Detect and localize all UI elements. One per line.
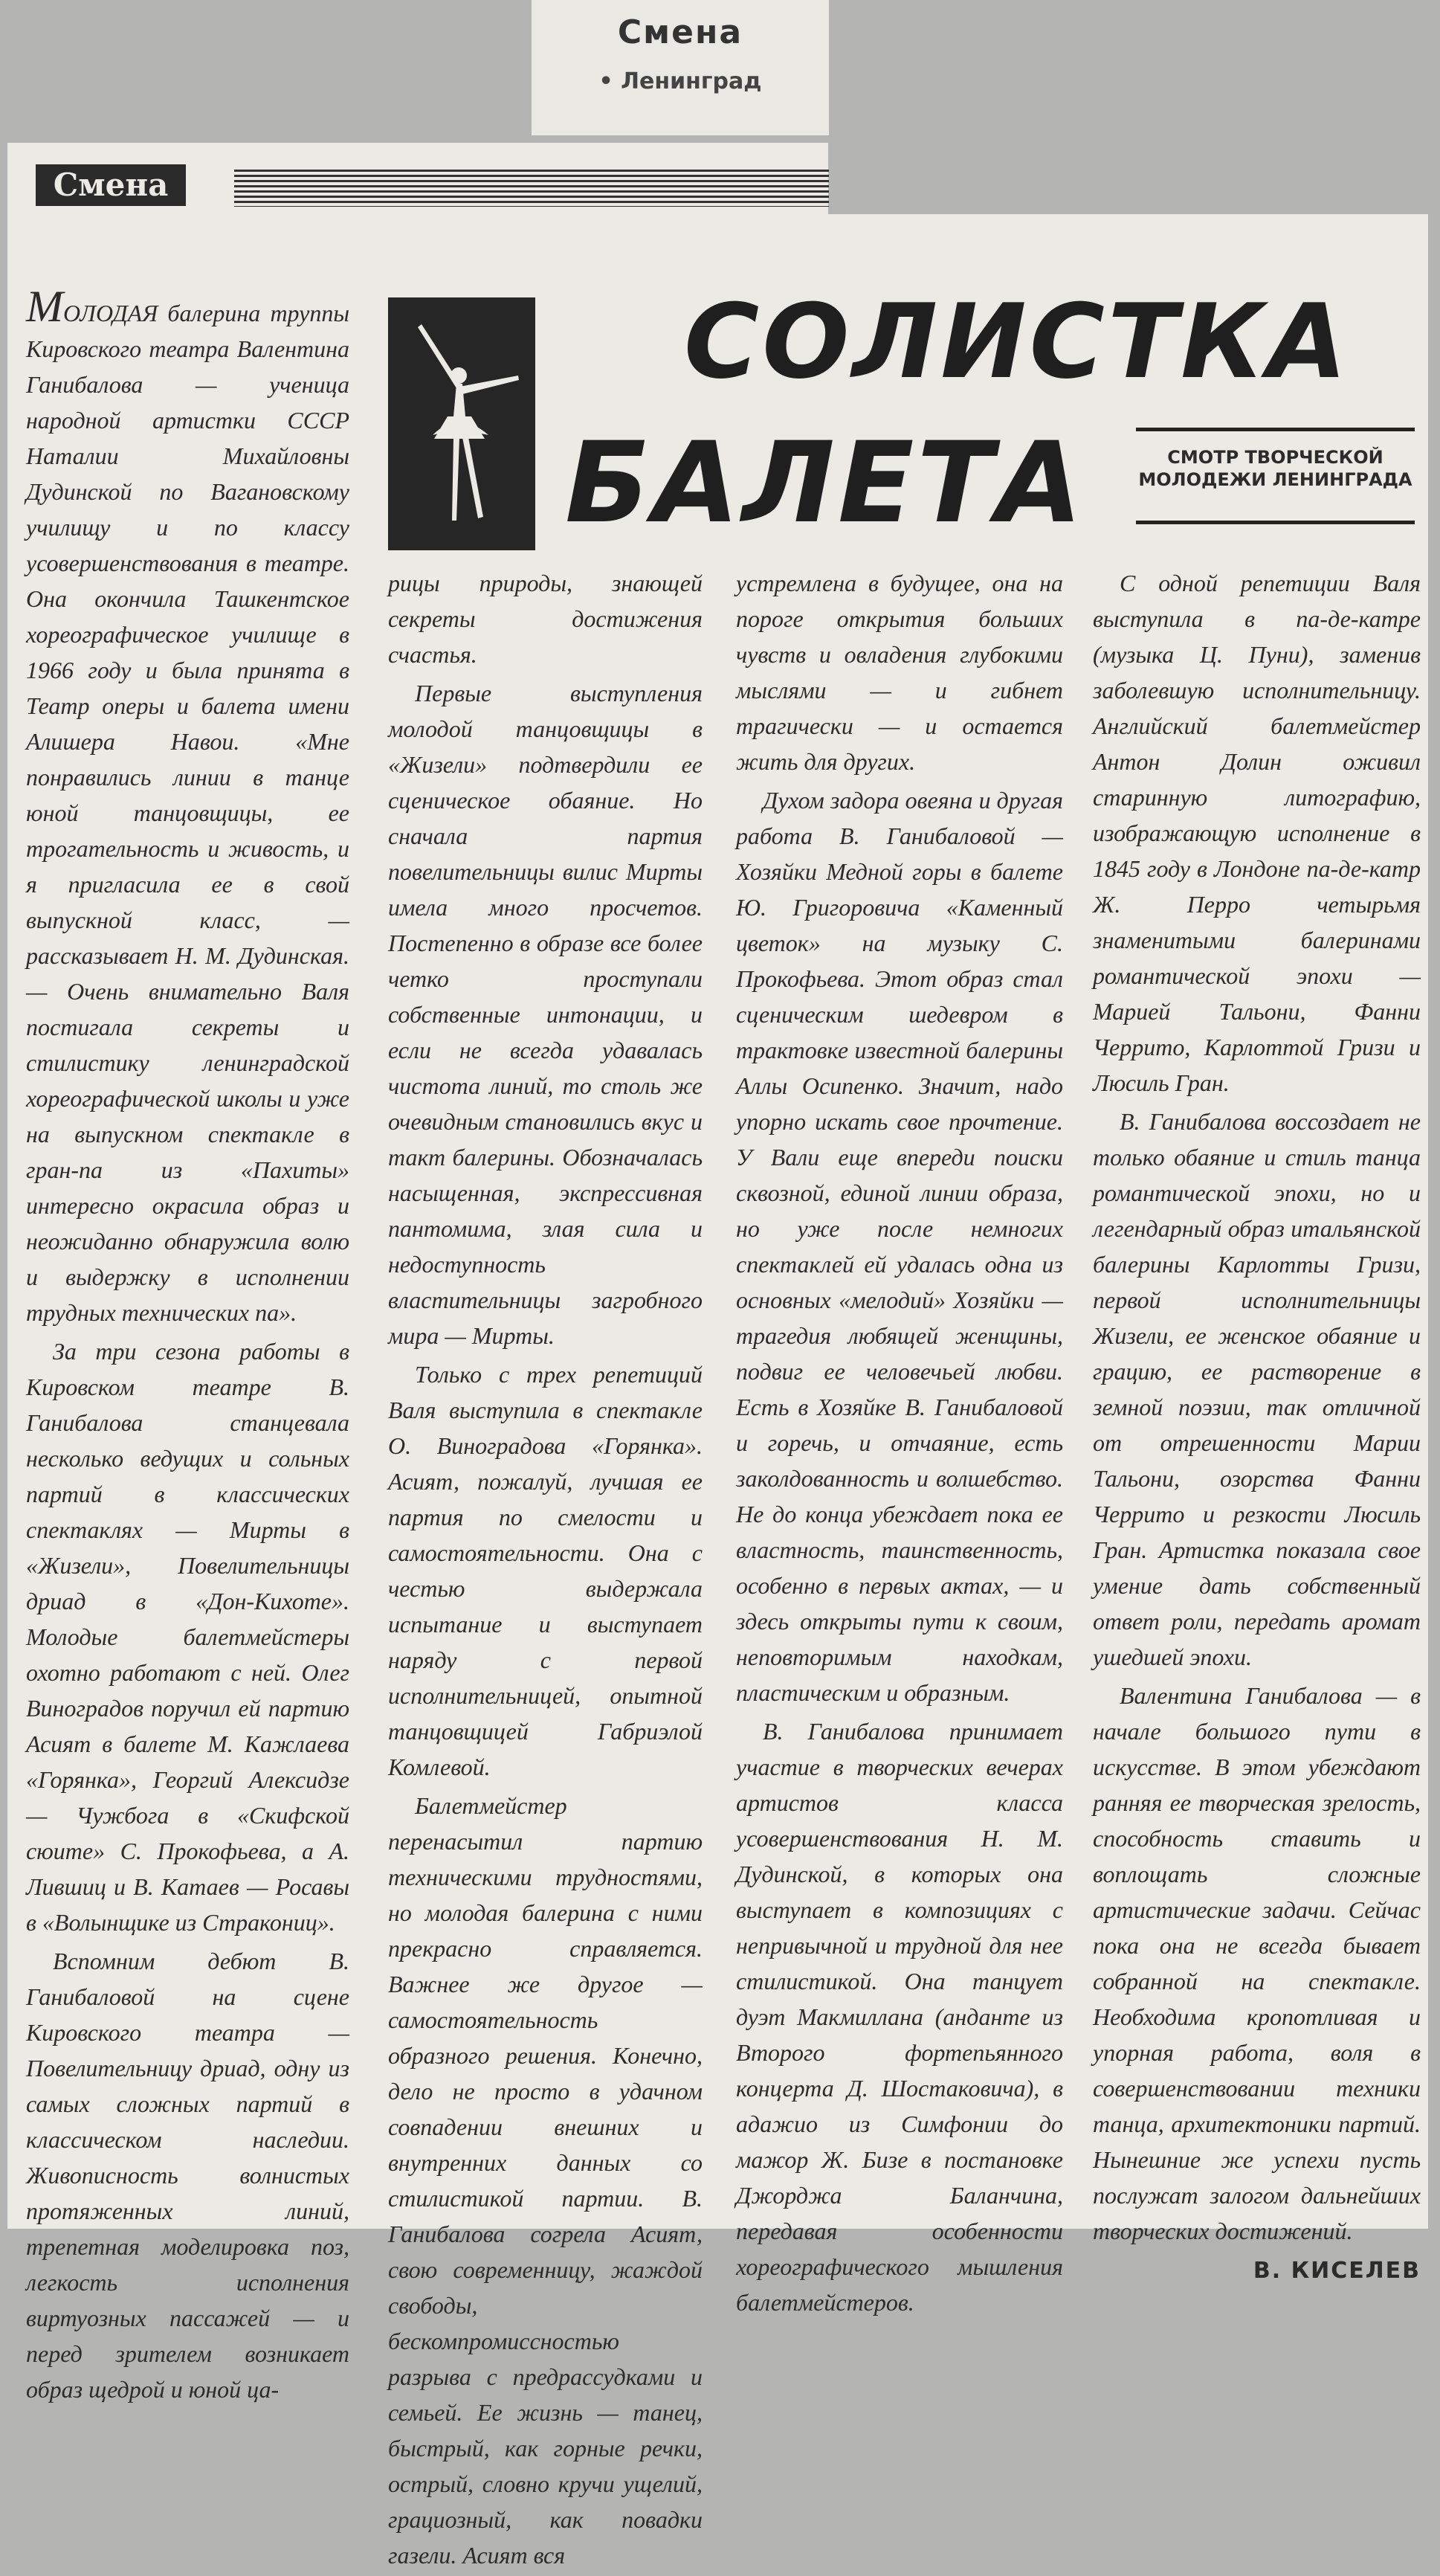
column-1 bbox=[26, 282, 349, 2410]
paragraph: В. Ганибалова принимает участие в творческих вечерах артистов класса усовершенствования Н. М. Дудинской, в которых она выступает в композициях с непривычной и трудной для нее стилистикой. Она танцует дуэт Макмиллана (анданте из Второго фортепьянного концерта Д. Шостаковича), в адажио из Симфонии до мажор Ж. Бизе в постановке Джорджа Баланчина, передавая особенности хореографического мышления балетмейстеров. bbox=[736, 1718, 1063, 2316]
paragraph bbox=[26, 282, 349, 1330]
paragraph-text: ОЛОДАЯ балерина труппы Кировского театра Валентина Ганибалова — ученица народной артистки СССР Наталии Михайловны Дудинской по Вагановскому училищу и по классу усовершенствования в театре. Она окончила Ташкентское хореографическое училище в 1966 году и была принята в Театр оперы и балета имени Алишера Навои. «Мне понравились линии в танце юной танцовщицы, ее трогательность и живость, и я пригласила ее в свой выпускной класс, — рассказывает Н. М. Дудинская. — Очень внимательно Валя постигала секреты и стилистику ленинградской хореографической школы и уже на выпускном спектакле в гран-па из «Пахиты» интересно окрасила образ и неожиданно обнаружила волю и выдержку в исполнении трудных технических па». bbox=[26, 300, 349, 1326]
stamp-city: • Ленинград bbox=[598, 68, 762, 94]
paragraph: За три сезона работы в Кировском театре В. Ганибалова станцевала несколько ведущих и сольных партий в классических спектаклях — Мирты в «Жизели», Повелительницы дриад в «Дон-Кихоте». Молодые балетмейстеры охотно работают с ней. Олег Виноградов поручил ей партию Асият в балете М. Кажлаева «Горянка», Георгий Алексидзе — Чужбога в «Скифской сюите» С. Прокофьева, а А. Лившиц и В. Катаев — Росавы в «Волынщике из Стракониц». bbox=[26, 1338, 349, 1936]
paragraph: рицы природы, знающей секреты достижения счастья. bbox=[388, 570, 703, 668]
newspaper-masthead: Смена bbox=[36, 164, 186, 206]
paragraph: Только с трех репетиций Валя выступила в спектакле О. Виноградова «Горянка». Асият, пожалуй, лучшая ее партия по смелости и самостоятельности. Она с честью выдержала испытание и выступает наряду с первой исполнительницей, опытной танцовщицей Габриэлой Комлевой. bbox=[388, 1361, 703, 1780]
paragraph: С одной репетиции Валя выступила в па-де-катре (музыка Ц. Пуни), заменив заболевшую исполнительницу. Английский балетмейстер Антон Долин оживил старинную литографию, изображающую исполнение в 1845 году в Лондоне па-де-катр Ж. Перро четырьмя знаменитыми балеринами романтической эпохи — Марией Тальони, Фанни Черрито, Карлоттой Гризи и Люсиль Гран. bbox=[1093, 570, 1421, 1096]
paragraph: Валентина Ганибалова — в начале большого пути в искусстве. В этом убеждают ранняя ее творческая зрелость, способность ставить и воплощать сложные артистические задачи. Сейчас пока она не всегда бывает собранной на спектакле. Необходима кропотливая и упорная работа, воля в совершенствовании техники танца, архитектоники партий. Нынешние же успехи пусть послужат залогом дальнейших творческих достижений. bbox=[1093, 1682, 1421, 2244]
column-4 bbox=[1093, 565, 1421, 2289]
rubric: СМОТР ТВОРЧЕСКОЙ МОЛОДЕЖИ ЛЕНИНГРАДА bbox=[1136, 428, 1415, 524]
stamp-title: Смена bbox=[617, 13, 743, 51]
column-2 bbox=[388, 565, 703, 2576]
ballerina-icon bbox=[388, 297, 535, 550]
paragraph: Балетмейстер перенасытил партию техническими трудностями, но молодая балерина с ними прекрасно справляется. Важнее же другое — самостоятельность образного решения. Конечно, дело не просто в удачном совпадении внешних и внутренних данных со стилистикой партии. В. Ганибалова согрела Асият, свою современницу, жаждой свободы, бескомпромиссностью разрыва с предрассудками и семьей. Ее жизнь — танец, быстрый, как горные речки, острый, словно кручи ущелий, грациозный, как повадки газели. Асият вся bbox=[388, 1792, 703, 2569]
masthead-rules bbox=[234, 170, 829, 207]
headline-line-2: БАЛЕТА bbox=[565, 419, 1085, 548]
archive-stamp bbox=[532, 0, 829, 135]
paragraph: Первые выступления молодой танцовщицы в «Жизели» подтвердили ее сценическое обаяние. Но сначала партия повелительницы вилис Мирты имела много просчетов. Постепенно в образе все более четко проступали собственные интонации, и если не всегда удавалась чистота линий, то столь же очевидным становились вкус и такт балерины. Обозначалась насыщенная, экспрессивная пантомима, злая сила и недоступность властительницы загробного мира — Мирты. bbox=[388, 680, 703, 1349]
author-signature: В. КИСЕЛЕВ bbox=[1253, 2258, 1421, 2284]
headline-line-1: СОЛИСТКА bbox=[684, 282, 1350, 402]
drop-cap: М bbox=[26, 282, 63, 331]
ballerina-photo bbox=[388, 297, 535, 550]
paragraph: В. Ганибалова воссоздает не только обаяние и стиль танца романтической эпохи, но и легендарный образ итальянской балерины Карлотты Гризи, первой исполнительницы Жизели, ее женское обаяние и грацию, ее растворение в земной поэзии, так отличной от отрешенности Марии Тальони, озорства Фанни Черрито и резкости Люсиль Гран. Артистка показала свое умение дать собственный ответ роли, передать аромат ушедшей эпохи. bbox=[1093, 1108, 1421, 1670]
column-3 bbox=[736, 565, 1063, 2323]
paragraph: Духом задора овеяна и другая работа В. Ганибаловой — Хозяйки Медной горы в балете Ю. Григоровича «Каменный цветок» на музыку С. Прокофьева. Этот образ стал сценическим шедевром в трактовке известной балерины Аллы Осипенко. Значит, надо упорно искать свое прочтение. У Вали еще впереди поиски сквозной, единой линии образа, но уже после немногих спектаклей ей удалась одна из основных «мелодий» Хозяйки — трагедия любящей женщины, подвиг ее человечьей любви. Есть в Хозяйке В. Ганибаловой и горечь, и отчаяние, есть заколдованность и волшебство. Не до конца убеждает пока ее властность, таинственность, особенно в первых актах, — и здесь открыты пути к своим, неповторимым находкам, пластическим и образным. bbox=[736, 787, 1063, 1706]
paragraph: устремлена в будущее, она на пороге открытия больших чувств и овладения глубокими мыслями — и гибнет трагически — и остается жить для других. bbox=[736, 570, 1063, 775]
paragraph: Вспомним дебют В. Ганибаловой на сцене Кировского театра — Повелительницу дриад, одну из самых сложных партий в классическом наследии. Живописность волнистых протяженных линий, трепетная моделировка поз, легкость исполнения виртуозных пассажей — и перед зрителем возникает образ щедрой и юной ца- bbox=[26, 1948, 349, 2403]
